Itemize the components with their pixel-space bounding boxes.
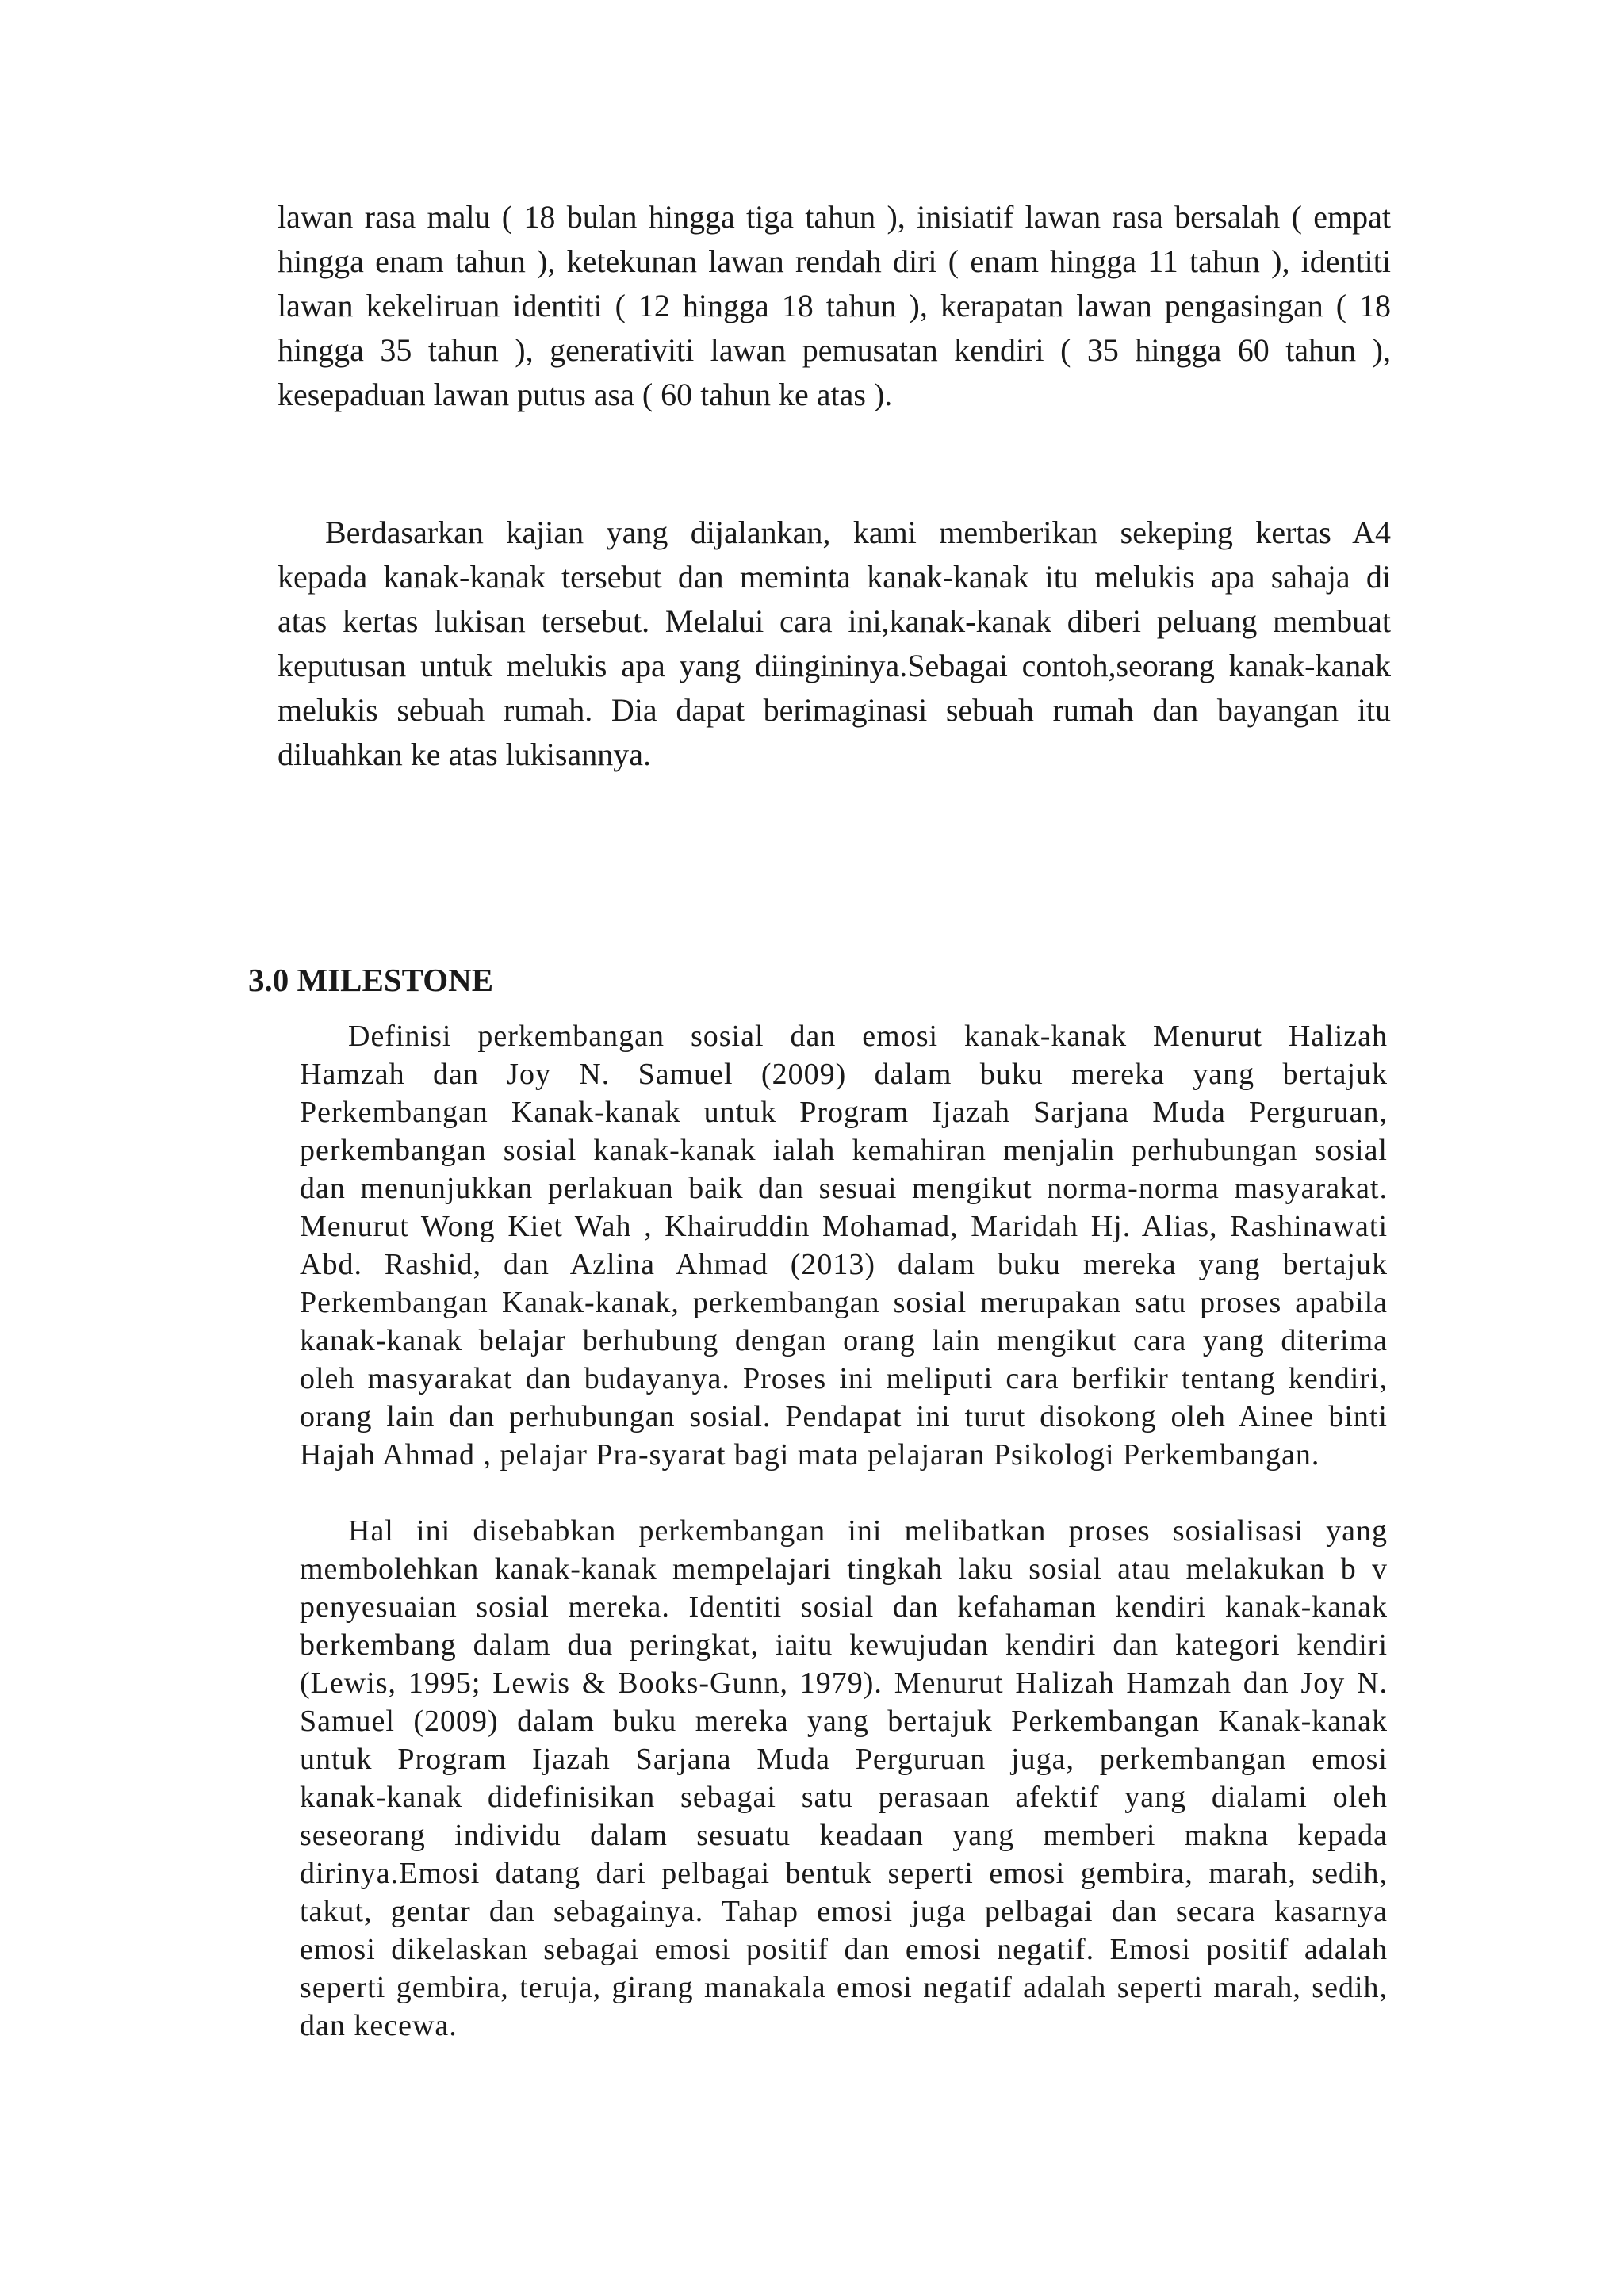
- text-line: (Lewis, 1995; Lewis & Books-Gunn, 1979). Menurut Halizah Hamzah dan Joy N.: [300, 1667, 1388, 1700]
- text-line: Abd. Rashid, dan Azlina Ahmad (2013) dalam buku mereka yang bertajuk: [300, 1248, 1388, 1281]
- text-line: takut, gentar dan sebagainya. Tahap emosi juga pelbagai dan secara kasarnya: [300, 1895, 1388, 1928]
- text-line: hingga enam tahun ), ketekunan lawan rendah diri ( enam hingga 11 tahun ), identiti: [278, 243, 1391, 279]
- text-line: Perkembangan Kanak-kanak untuk Program Ijazah Sarjana Muda Perguruan,: [300, 1096, 1388, 1129]
- text-line: berkembang dalam dua peringkat, iaitu kewujudan kendiri dan kategori kendiri: [300, 1628, 1388, 1662]
- paragraph: [278, 511, 1391, 777]
- text-line: penyesuaian sosial mereka. Identiti sosial dan kefahaman kendiri kanak-kanak: [300, 1590, 1388, 1624]
- text-line: lawan rasa malu ( 18 bulan hingga tiga tahun ), inisiatif lawan rasa bersalah ( empat: [278, 199, 1391, 235]
- text-line: Hajah Ahmad , pelajar Pra-syarat bagi mata pelajaran Psikologi Perkembangan.: [300, 1438, 1320, 1471]
- text-line: oleh masyarakat dan budayanya. Proses ini meliputi cara berfikir tentang kendiri,: [300, 1362, 1388, 1395]
- text-line: keputusan untuk melukis apa yang diingininya.Sebagai contoh,seorang kanak-kanak: [278, 648, 1391, 683]
- text-line: kesepaduan lawan putus asa ( 60 tahun ke atas ).: [278, 377, 893, 412]
- paragraph: [300, 1017, 1388, 1474]
- text-line: Menurut Wong Kiet Wah , Khairuddin Mohamad, Maridah Hj. Alias, Rashinawati: [300, 1210, 1388, 1243]
- text-line: diluahkan ke atas lukisannya.: [278, 737, 651, 772]
- text-line: membolehkan kanak-kanak mempelajari tingkah laku sosial atau melakukan b v: [300, 1552, 1388, 1586]
- text-line: emosi dikelaskan sebagai emosi positif dan emosi negatif. Emosi positif adalah: [300, 1933, 1388, 1966]
- text-line: orang lain dan perhubungan sosial. Pendapat ini turut disokong oleh Ainee binti: [300, 1400, 1388, 1433]
- text-line: kanak-kanak didefinisikan sebagai satu perasaan afektif yang dialami oleh: [300, 1781, 1388, 1814]
- text-line: dirinya.Emosi datang dari pelbagai bentuk seperti emosi gembira, marah, sedih,: [300, 1857, 1388, 1890]
- text-line: dan menunjukkan perlakuan baik dan sesuai mengikut norma-norma masyarakat.: [300, 1172, 1388, 1205]
- text-line: seseorang individu dalam sesuatu keadaan yang memberi makna kepada: [300, 1819, 1388, 1852]
- text-line: dan kecewa.: [300, 2009, 458, 2042]
- text-line: lawan kekeliruan identiti ( 12 hingga 18 tahun ), kerapatan lawan pengasingan ( 18: [278, 288, 1391, 323]
- text-line: kepada kanak-kanak tersebut dan meminta kanak-kanak itu melukis apa sahaja di: [278, 559, 1391, 595]
- text-line: kanak-kanak belajar berhubung dengan orang lain mengikut cara yang diterima: [300, 1324, 1388, 1357]
- paragraph: [278, 195, 1391, 417]
- text-line: Definisi perkembangan sosial dan emosi kanak-kanak Menurut Halizah: [348, 1020, 1388, 1053]
- text-line: Hal ini disebabkan perkembangan ini melibatkan proses sosialisasi yang: [348, 1514, 1388, 1548]
- text-line: Hamzah dan Joy N. Samuel (2009) dalam buku mereka yang bertajuk: [300, 1058, 1388, 1091]
- text-line: melukis sebuah rumah. Dia dapat berimaginasi sebuah rumah dan bayangan itu: [278, 692, 1391, 728]
- section-heading: 3.0 MILESTONE: [248, 962, 494, 998]
- text-line: Perkembangan Kanak-kanak, perkembangan sosial merupakan satu proses apabila: [300, 1286, 1388, 1319]
- text-line: atas kertas lukisan tersebut. Melalui cara ini,kanak-kanak diberi peluang membuat: [278, 603, 1391, 639]
- text-line: untuk Program Ijazah Sarjana Muda Perguruan juga, perkembangan emosi: [300, 1743, 1388, 1776]
- text-line: Berdasarkan kajian yang dijalankan, kami memberikan sekeping kertas A4: [325, 515, 1391, 550]
- text-line: hingga 35 tahun ), generativiti lawan pemusatan kendiri ( 35 hingga 60 tahun ),: [278, 332, 1391, 368]
- text-line: perkembangan sosial kanak-kanak ialah kemahiran menjalin perhubungan sosial: [300, 1134, 1388, 1167]
- text-line: seperti gembira, teruja, girang manakala emosi negatif adalah seperti marah, sedih,: [300, 1971, 1388, 2004]
- text-line: Samuel (2009) dalam buku mereka yang bertajuk Perkembangan Kanak-kanak: [300, 1705, 1388, 1738]
- paragraph: [300, 1512, 1388, 2045]
